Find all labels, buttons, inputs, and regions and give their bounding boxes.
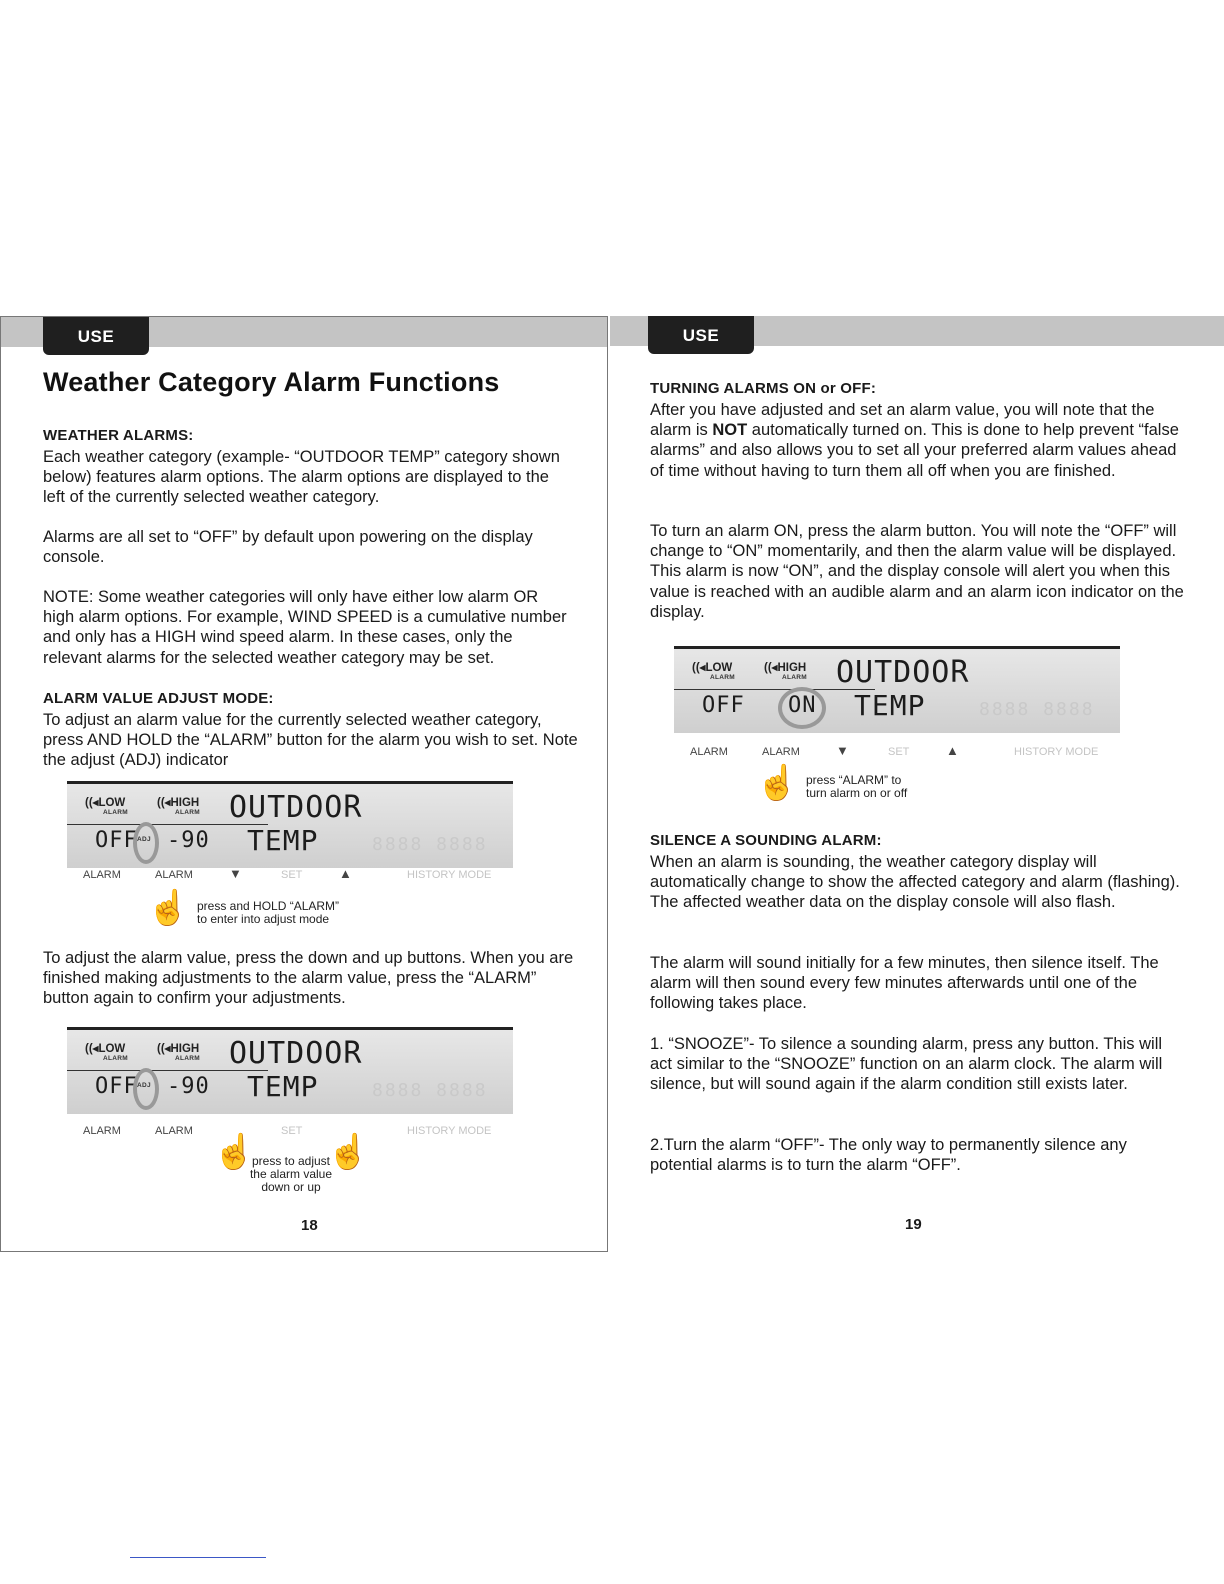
down-button[interactable]: ▼ <box>229 866 242 881</box>
up-button[interactable]: ▲ <box>946 743 959 758</box>
console-buttons-3 <box>674 743 1120 766</box>
down-button[interactable]: ▼ <box>836 743 849 758</box>
weather-alarms-p2: Alarms are all set to “OFF” by default upon powering on the display console. <box>43 528 533 567</box>
on-off-p1: After you have adjusted and set an alarm value, you will note that the alarm is NOT automatically turned on. This is done to help prevent “false alarms” and also allows you to set all your preferred alarm values ahead of time without having to turn them all off when you are finished. <box>650 401 1179 480</box>
history-mode-button[interactable]: HISTORY MODE <box>407 869 492 881</box>
set-button[interactable]: SET <box>281 869 303 881</box>
set-button[interactable]: SET <box>281 1125 303 1137</box>
adjust-value-paragraph: To adjust the alarm value, press the down and up buttons. When you are finished making adjustments to the alarm value, press the “ALARM” button again to confirm your adjustments. <box>43 949 574 1008</box>
adjust-value-note: press to adjust the alarm value down or up <box>249 1154 333 1194</box>
console-display-adjust-value: ((◂LOW ALARM ((◂HIGH ALARM OUTDOOR TEMP OFF ADJ -90 8888 8888 <box>67 1027 513 1114</box>
alarm-button[interactable]: ALARM <box>762 746 800 758</box>
high-alarm-on: ON <box>788 693 817 718</box>
silence-heading: SILENCE A SOUNDING ALARM: <box>650 832 882 849</box>
history-mode-button[interactable]: HISTORY MODE <box>1014 746 1099 758</box>
alarm-off-value: OFF <box>95 828 138 853</box>
silence-turn-off: 2.Turn the alarm “OFF”- The only way to permanently silence any potential alarms is to turn the alarm “OFF”. <box>650 1136 1127 1175</box>
alarm-button[interactable]: ALARM <box>83 869 121 881</box>
alarm-button[interactable]: ALARM <box>155 1125 193 1137</box>
pointing-hand-icon: ☝ <box>147 889 190 927</box>
page-number: 19 <box>905 1216 922 1233</box>
pointing-hand-icon: ☝ <box>756 764 799 802</box>
history-mode-button[interactable]: HISTORY MODE <box>407 1125 492 1137</box>
on-off-heading: TURNING ALARMS ON or OFF: <box>650 380 877 397</box>
right-page <box>610 316 1224 1252</box>
hold-alarm-note: press and HOLD “ALARM” to enter into adjust mode <box>197 899 340 926</box>
console-display-adjust: ((◂LOW ALARM ((◂HIGH ALARM OUTDOOR TEMP OFF ADJ -90 8888 8888 <box>67 781 513 868</box>
on-off-note: press “ALARM” to turn alarm on or off <box>806 773 908 800</box>
adjust-mode-heading: ALARM VALUE ADJUST MODE: <box>43 690 274 707</box>
page-title: Weather Category Alarm Functions <box>43 367 500 397</box>
alarm-value: -90 <box>167 828 210 853</box>
alarm-button[interactable]: ALARM <box>155 869 193 881</box>
low-alarm-off: OFF <box>702 693 745 718</box>
silence-snooze: 1. “SNOOZE”- To silence a sounding alarm, press any button. This will act similar to the “SNOOZE” function on an alarm clock. The alarm will silence, but will sound again if the alarm condition still exists later. <box>650 1035 1163 1094</box>
silence-p1: When an alarm is sounding, the weather category display will automatically change to show the affected category and alarm (flashing). The affected weather data on the display console will also flash. <box>650 853 1180 912</box>
console-buttons-2 <box>67 1125 513 1145</box>
console-buttons-1 <box>67 866 513 889</box>
console-display-on: ((◂LOW ALARM ((◂HIGH ALARM OUTDOOR TEMP OFF ON 8888 8888 <box>674 646 1120 733</box>
weather-alarms-p1: Each weather category (example- “OUTDOOR TEMP” category shown below) features alarm options. The alarm options are displayed to the left of the currently selected weather category. <box>43 448 560 507</box>
adj-indicator <box>133 1068 159 1110</box>
weather-alarms-note: NOTE: Some weather categories will only have either low alarm OR high alarm options. For example, WIND SPEED is a cumulative number and only has a HIGH wind speed alarm. In these cases, only the relevant alarms for the selected weather category may be set. <box>43 588 567 667</box>
up-button[interactable]: ▲ <box>339 866 352 881</box>
high-alarm-label: ((◂HIGH <box>157 797 200 809</box>
left-page <box>0 316 608 1252</box>
on-off-p2: To turn an alarm ON, press the alarm button. You will note the “OFF” will change to “ON” momentarily, and then the alarm value will be displayed. This alarm is now “ON”, and the display console will alert you when this value is reached with an audible alarm and an alarm icon indicator on the display. <box>650 522 1184 621</box>
set-button[interactable]: SET <box>888 746 910 758</box>
low-alarm-label: ((◂LOW <box>85 797 126 809</box>
footer-line <box>130 1557 266 1558</box>
category-line1: OUTDOOR <box>229 790 363 825</box>
weather-alarms-heading: WEATHER ALARMS: <box>43 427 194 444</box>
adj-indicator <box>133 822 159 864</box>
pointing-hand-down-icon: ☝ <box>213 1133 256 1171</box>
category-line2: TEMP <box>247 824 319 857</box>
pointing-hand-up-icon: ☝ <box>327 1133 370 1171</box>
alarm-button[interactable]: ALARM <box>690 746 728 758</box>
page-number: 18 <box>301 1217 318 1234</box>
alarm-button[interactable]: ALARM <box>83 1125 121 1137</box>
use-tab: USE <box>648 316 754 354</box>
use-tab: USE <box>43 317 149 355</box>
adjust-mode-paragraph: To adjust an alarm value for the currently selected weather category, press AND HOLD the “ALARM” button for the alarm you wish to set. Note the adjust (ADJ) indicator <box>43 711 578 770</box>
silence-p2: The alarm will sound initially for a few minutes, then silence itself. The alarm will then sound every few minutes afterwards until one of the following takes place. <box>650 954 1159 1013</box>
